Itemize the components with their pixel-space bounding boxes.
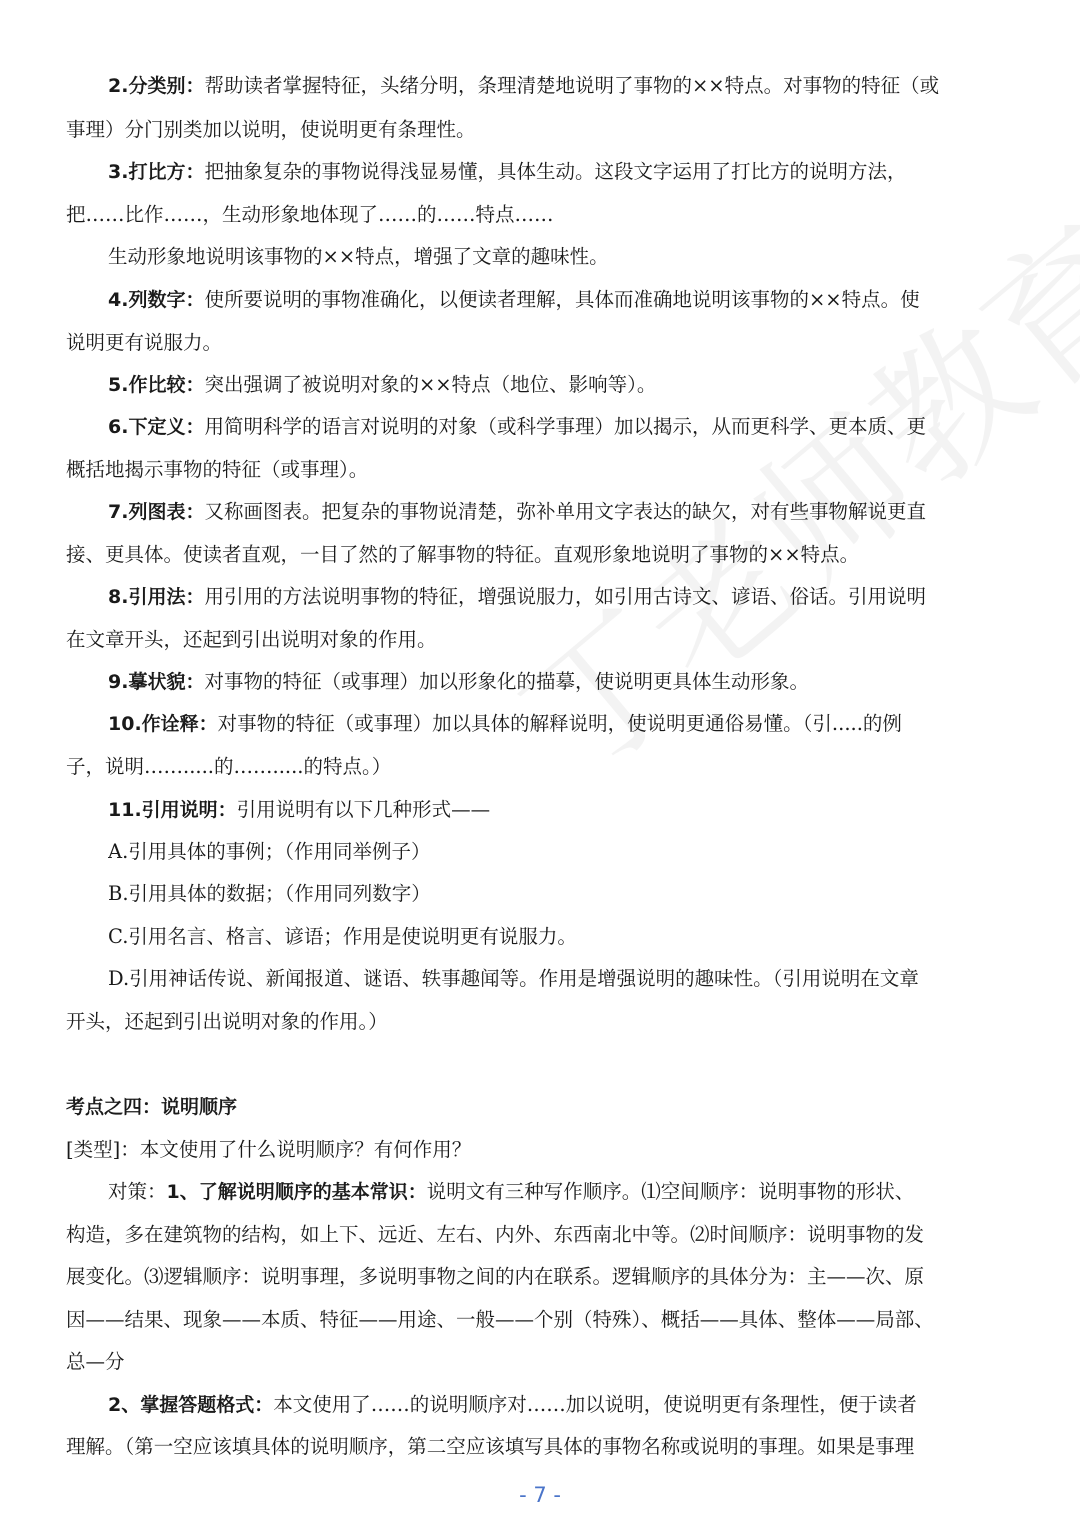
- method-title: 11.引用说明：: [108, 799, 237, 821]
- method-yinyongfa: [108, 583, 1026, 611]
- method-text: 帮助读者掌握特征，头绪分明，条理清楚地说明了事物的××特点。对事物的特征（或: [204, 74, 940, 97]
- method-text: 使所要说明的事物准确化，以便读者理解，具体而准确地说明该事物的××特点。使: [204, 288, 920, 311]
- method-text: 引用说明有以下几种形式——: [236, 798, 491, 821]
- strategy-prefix: 对策：: [108, 1180, 167, 1203]
- method-yinyongshuoming: [108, 796, 1026, 824]
- method-title: 5.作比较：: [108, 374, 205, 396]
- method-title: 7.列图表：: [108, 501, 205, 523]
- method-lieshuzi: [108, 286, 1026, 314]
- text-line: 构造，多在建筑物的结构，如上下、远近、左右、内外、东西南北中等。⑵时间顺序：说明事物的发: [66, 1223, 925, 1246]
- method-title: 10.作诠释：: [108, 713, 218, 735]
- method-title: 2.分类别：: [108, 75, 205, 97]
- section-heading: 考点之四：说明顺序: [66, 1096, 238, 1118]
- question-type: [类型]：本文使用了什么说明顺序？有何作用？: [66, 1138, 472, 1161]
- strategy-title: 1、了解说明顺序的基本常识：: [166, 1181, 427, 1203]
- method-text: 用简明科学的语言对说明的对象（或科学事理）加以揭示，从而更科学、更本质、更: [204, 415, 926, 438]
- text-line: 在文章开头，还起到引出说明对象的作用。: [66, 628, 437, 651]
- text-line: 因——结果、现象——本质、特征——用途、一般——个别（特殊）、概括——具体、整体——局部、: [66, 1308, 934, 1331]
- text-line: 事理）分门别类加以说明，使说明更有条理性。: [66, 118, 476, 141]
- text-line: 总—分: [66, 1350, 125, 1373]
- method-zuoquanshi: [108, 710, 1026, 738]
- strategy-text: 本文使用了……的说明顺序对……加以说明，使说明更有条理性，便于读者: [273, 1393, 917, 1416]
- text-line: 把……比作……，生动形象地体现了……的……特点……: [66, 203, 554, 226]
- text-line: 开头，还起到引出说明对象的作用。）: [66, 1010, 388, 1033]
- strategy-paragraph-1: [108, 1178, 1026, 1206]
- method-title: 6.下定义：: [108, 416, 205, 438]
- method-text: 突出强调了被说明对象的××特点（地位、影响等）。: [204, 373, 657, 396]
- text-line: 理解。（第一空应该填具体的说明顺序，第二空应该填写具体的事物名称或说明的事理。如果是事理: [66, 1435, 915, 1458]
- text-line: 展变化。⑶逻辑顺序：说明事理，多说明事物之间的内在联系。逻辑顺序的具体分为：主——次、原: [66, 1265, 925, 1288]
- list-item-c: C.引用名言、格言、谚语；作用是使说明更有说服力。: [108, 925, 577, 948]
- method-title: 4.列数字：: [108, 289, 205, 311]
- method-text: 用引用的方法说明事物的特征，增强说服力，如引用古诗文、谚语、俗话。引用说明: [204, 585, 926, 608]
- method-text: 对事物的特征（或事理）加以具体的解释说明，使说明更通俗易懂。（引.....的例: [217, 712, 902, 735]
- list-item-a: A.引用具体的事例；（作用同举例子）: [108, 840, 431, 863]
- text-line: 概括地揭示事物的特征（或事理）。: [66, 458, 369, 481]
- method-zuobijiao: [108, 371, 1026, 399]
- method-xiadingyi: [108, 413, 1026, 441]
- strategy-paragraph-2: [108, 1391, 1026, 1419]
- text-line: 接、更具体。使读者直观，一目了然的了解事物的特征。直观形象地说明了事物的××特点。: [66, 543, 860, 566]
- list-item-b: B.引用具体的数据；（作用同列数字）: [108, 882, 431, 905]
- text-line: 生动形象地说明该事物的××特点，增强了文章的趣味性。: [108, 245, 609, 268]
- method-lietubiao: [108, 498, 1026, 526]
- method-title: 9.摹状貌：: [108, 671, 205, 693]
- strategy-text: 说明文有三种写作顺序。⑴空间顺序：说明事物的形状、: [426, 1180, 915, 1203]
- list-item-d: D.引用神话传说、新闻报道、谜语、轶事趣闻等。作用是增强说明的趣味性。（引用说明在文章: [108, 967, 919, 990]
- method-dabifang: [108, 158, 1026, 186]
- text-line: 子，说明…….....的…….....的特点。）: [66, 755, 392, 778]
- strategy-title: 2、掌握答题格式：: [108, 1394, 274, 1416]
- method-mozhuangmao: [108, 668, 1026, 696]
- text-line: 说明更有说服力。: [66, 331, 223, 354]
- method-fenleibie: [108, 72, 1026, 100]
- method-text: 又称画图表。把复杂的事物说清楚，弥补单用文字表达的缺欠，对有些事物解说更直: [204, 500, 926, 523]
- method-text: 对事物的特征（或事理）加以形象化的描摹，使说明更具体生动形象。: [204, 670, 809, 693]
- method-text: 把抽象复杂的事物说得浅显易懂，具体生动。这段文字运用了打比方的说明方法，: [204, 160, 907, 183]
- page-number: - 7 -: [519, 1483, 561, 1507]
- method-title: 8.引用法：: [108, 586, 205, 608]
- method-title: 3.打比方：: [108, 161, 205, 183]
